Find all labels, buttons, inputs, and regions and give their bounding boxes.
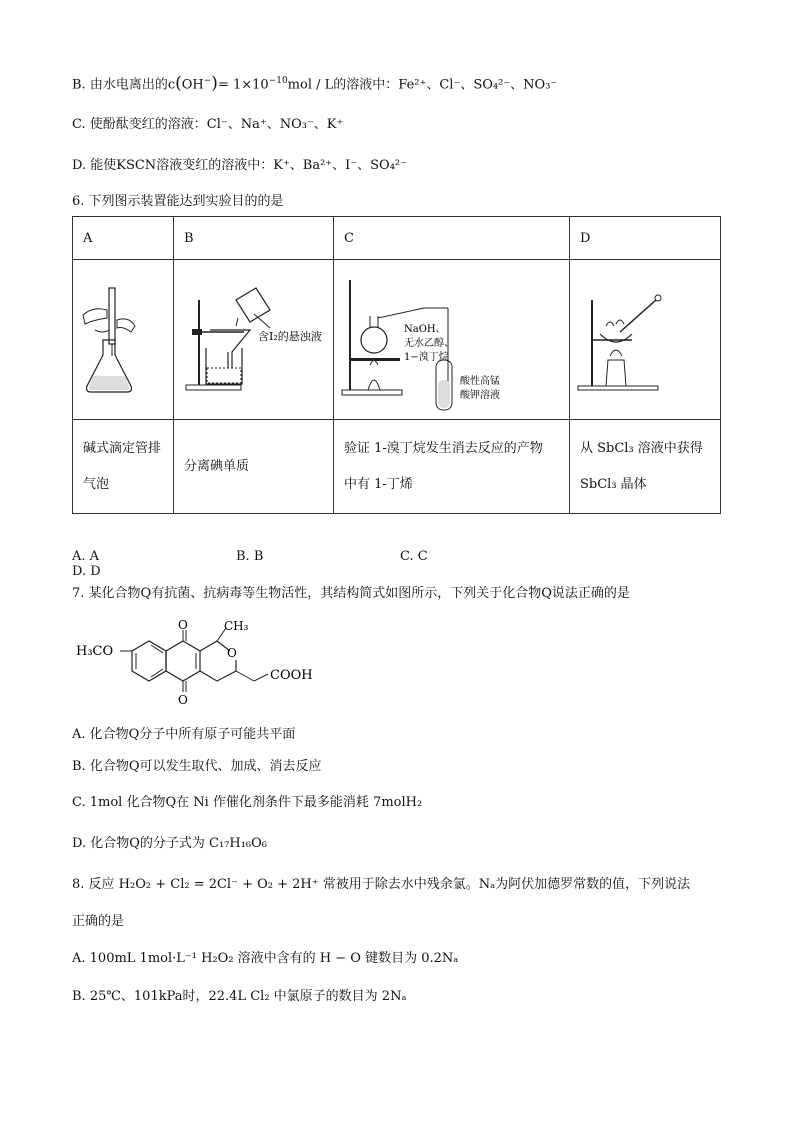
desc-d-line2: SbCl₃ 晶体: [580, 476, 647, 492]
q6-option-c: C. C: [400, 549, 428, 564]
q7-option-b: B. 化合物Q可以发生取代、加成、消去反应: [72, 759, 322, 774]
burette-flask-figure: [73, 260, 173, 415]
structure-q-figure: [72, 618, 352, 718]
c-label-3: 1−溴丁烷: [404, 352, 449, 363]
q5-b-suffix: 的溶液中：: [333, 77, 399, 93]
q5-option-b: [72, 72, 557, 94]
q8-option-a: A. 100mL 1mol·L⁻¹ H₂O₂ 溶液中含有的 H − O 键数目为 0.2Nₐ: [72, 951, 459, 966]
q8-stem-2: 正确的是: [72, 914, 125, 929]
desc-d: [570, 420, 721, 514]
q7-option-c: C. 1mol 化合物Q在 Ni 作催化剂条件下最多能消耗 7molH₂: [72, 795, 423, 810]
b-label: 含I₂的悬浊液: [258, 330, 322, 343]
evaporation-figure: [570, 260, 720, 415]
q6-option-a: A. A: [72, 549, 100, 564]
q5-b-ions: Fe²⁺、Cl⁻、SO₄²⁻、NO₃⁻: [398, 77, 558, 93]
q5-b-exp: −10: [268, 76, 288, 86]
desc-c-line2: 中有 1-丁烯: [344, 476, 413, 492]
q8-option-b: B. 25℃、101kPa时，22.4L Cl₂ 中氯原子的数目为 2Nₐ: [72, 989, 407, 1004]
elimination-apparatus-figure: [334, 260, 560, 415]
c-label-2: 无水乙醇、: [404, 338, 454, 349]
struct-o2: O: [178, 693, 188, 707]
q6-option-b: B. B: [236, 549, 264, 564]
q7-stem: 7. 某化合物Q有抗菌、抗病毒等生物活性，其结构简式如图所示，下列关于化合物Q说法正确的是: [72, 586, 630, 601]
apparatus-c: [334, 260, 570, 420]
q5-d-ions: K⁺、Ba²⁺、I⁻、SO₄²⁻: [273, 158, 407, 173]
header-c: C: [334, 217, 570, 260]
struct-ch3: CH₃: [224, 619, 249, 633]
c-label-4: 酸性高锰: [460, 376, 500, 387]
q7-option-d: D. 化合物Q的分子式为 C₁₇H₁₆O₆: [72, 836, 268, 851]
struct-left: H₃CO: [76, 644, 114, 659]
struct-o3: O: [227, 646, 237, 660]
q6-option-d: D. D: [72, 564, 101, 579]
desc-b: 分离碘单质: [174, 420, 334, 514]
header-b: B: [174, 217, 334, 260]
q5-d-prefix: D. 能使: [72, 158, 117, 173]
q5-d-reagent: KSCN: [116, 158, 157, 173]
q5-b-rparen: ): [211, 73, 218, 94]
q6-table: [72, 216, 721, 514]
q6-stem: 6. 下列图示装置能达到实验目的的是: [72, 194, 284, 209]
q5-b-c: c: [167, 77, 176, 93]
desc-c-line1: 验证 1-溴丁烷发生消去反应的产物: [344, 440, 543, 456]
q5-c-prefix: C. 使酚酞变红的溶液：: [72, 117, 207, 132]
struct-cooh: COOH: [270, 668, 313, 683]
header-a: A: [73, 217, 174, 260]
q5-b-eq: = 1×10: [217, 77, 269, 93]
c-label-5: 酸钾溶液: [460, 390, 500, 401]
q5-b-oh: OH: [181, 77, 204, 93]
q5-d-mid: 溶液变红的溶液中：: [156, 158, 274, 173]
desc-c: [334, 420, 570, 514]
desc-a: [73, 420, 174, 514]
q5-c-ions: Cl⁻、Na⁺、NO₃⁻、K⁺: [206, 117, 344, 132]
q7-option-a: A. 化合物Q分子中所有原子可能共平面: [72, 727, 296, 742]
q5-b-lparen: (: [175, 73, 182, 94]
q5-b-prefix: B. 由水电离出的: [72, 77, 168, 93]
filtration-figure: [174, 260, 324, 415]
q5-option-c: [72, 116, 343, 134]
struct-o1: O: [178, 618, 188, 632]
apparatus-d: [570, 260, 721, 420]
header-d: D: [570, 217, 721, 260]
q8-stem: 8. 反应 H₂O₂ + Cl₂ = 2Cl⁻ + O₂ + 2H⁺ 常被用于除去水中残余氯。Nₐ为阿伏加德罗常数的值，下列说法: [72, 877, 691, 892]
q5-b-unit: mol / L: [287, 77, 334, 93]
desc-a-line1: 碱式滴定管排: [83, 440, 162, 456]
c-label-1: NaOH、: [404, 324, 446, 335]
apparatus-b: [174, 260, 334, 420]
q5-option-d: [72, 157, 407, 175]
q5-b-minus: −: [203, 76, 212, 86]
desc-d-line1: 从 SbCl₃ 溶液中获得: [580, 440, 703, 456]
q6-options: [72, 549, 672, 579]
apparatus-a: [73, 260, 174, 420]
desc-a-line2: 气泡: [83, 476, 110, 492]
